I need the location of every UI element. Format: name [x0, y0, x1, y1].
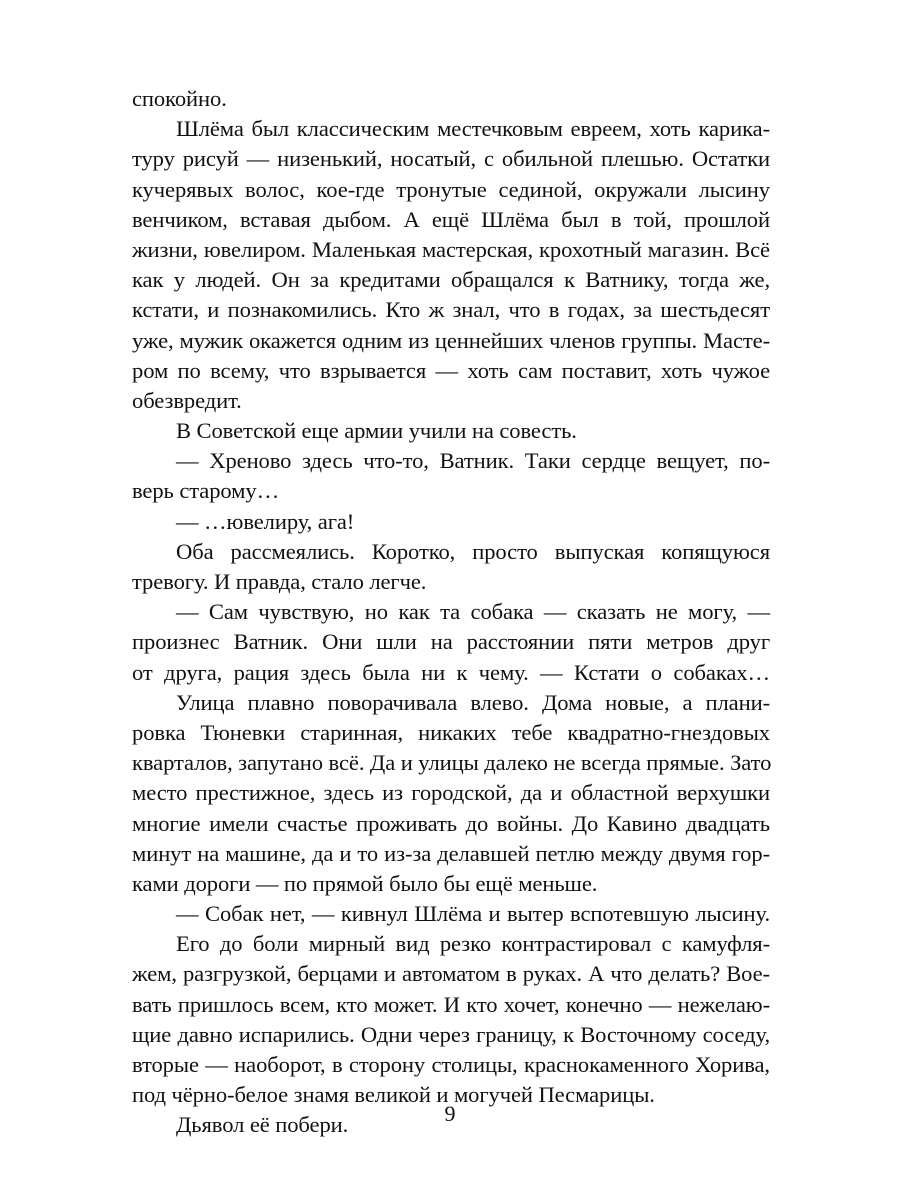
text-line: минут на машине, да и то из-за делавшей петлю между двумя гор-	[132, 840, 770, 866]
text-line: — …ювелиру, ага!	[176, 508, 355, 534]
text-line: от друга, рация здесь была ни к чему. — Кстати о собаках…	[132, 659, 770, 685]
text-line: кстати, и познакомились. Кто ж знал, что в годах, за шестьдесят	[132, 297, 770, 323]
text-line: туру рисуй — низенький, носатый, с обильной плешью. Остатки	[132, 146, 770, 172]
text-line: под чёрно-белое знамя великой и могучей Песмарицы.	[132, 1082, 655, 1108]
text-line: — Сам чувствую, но как та собака — сказать не могу, —	[176, 599, 770, 625]
text-line: место престижное, здесь из городской, да и областной верхушки	[132, 780, 770, 806]
text-line: вторые — наоборот, в сторону столицы, краснокаменного Хорива,	[132, 1052, 770, 1077]
text-line: уже, мужик окажется одним из ценнейших членов группы. Масте-	[132, 327, 770, 353]
text-line: ками дороги — по прямой было бы ещё меньше.	[132, 870, 598, 896]
text-line: вать пришлось всем, кто может. И кто хочет, конечно — нежелаю-	[132, 991, 770, 1017]
text-line: обезвредит.	[132, 387, 242, 413]
text-line: ром по всему, что взрывается — хоть сам поставит, хоть чужое	[132, 357, 770, 383]
text-line: кварталов, запутано всё. Да и улицы далеко не всегда прямые. Зато	[132, 750, 772, 776]
text-line: Шлёма был классическим местечковым евреем, хоть карика-	[176, 116, 770, 142]
text-line: верь старому…	[132, 478, 280, 504]
text-line: Улица плавно поворачивала влево. Дома новые, а плани-	[176, 689, 770, 715]
text-line: жем, разгрузкой, берцами и автоматом в руках. А что делать? Вое-	[132, 961, 770, 987]
text-line: многие имели счастье проживать до войны. До Кавино двадцать	[132, 810, 770, 836]
text-line: Оба рассмеялись. Коротко, просто выпуская копящуюся	[176, 538, 770, 564]
text-line: Его до боли мирный вид резко контрастировал с камуфля-	[176, 931, 770, 957]
text-line: кучерявых волос, кое-где тронутые сединой, окружали лысину	[132, 176, 770, 202]
text-line: жизни, ювелиром. Маленькая мастерская, крохотный магазин. Всё	[132, 236, 770, 262]
text-line: произнес Ватник. Они шли на расстоянии пяти метров друг	[132, 629, 770, 655]
text-line: щие давно испарились. Одни через границу, к Восточному соседу,	[132, 1021, 770, 1047]
page-number: 9	[444, 1101, 456, 1126]
text-line: Дьявол её побери.	[176, 1112, 349, 1138]
text-line: В Советской еще армии учили на совесть.	[176, 418, 577, 444]
text-line: как у людей. Он за кредитами обращался к Ватнику, тогда же,	[132, 267, 770, 293]
text-line: спокойно.	[132, 86, 227, 111]
text-line: ровка Тюневки старинная, никаких тебе квадратно-гнездовых	[132, 719, 770, 745]
text-line: венчиком, вставая дыбом. А ещё Шлёма был в той, прошлой	[132, 206, 770, 232]
body-text	[132, 84, 770, 1141]
text-line: — Собак нет, — кивнул Шлёма и вытер вспотевшую лысину.	[176, 901, 770, 927]
text-line: — Хреново здесь что-то, Ватник. Таки сердце вещует, по-	[176, 448, 770, 474]
text-line: тревогу. И правда, стало легче.	[132, 569, 427, 594]
